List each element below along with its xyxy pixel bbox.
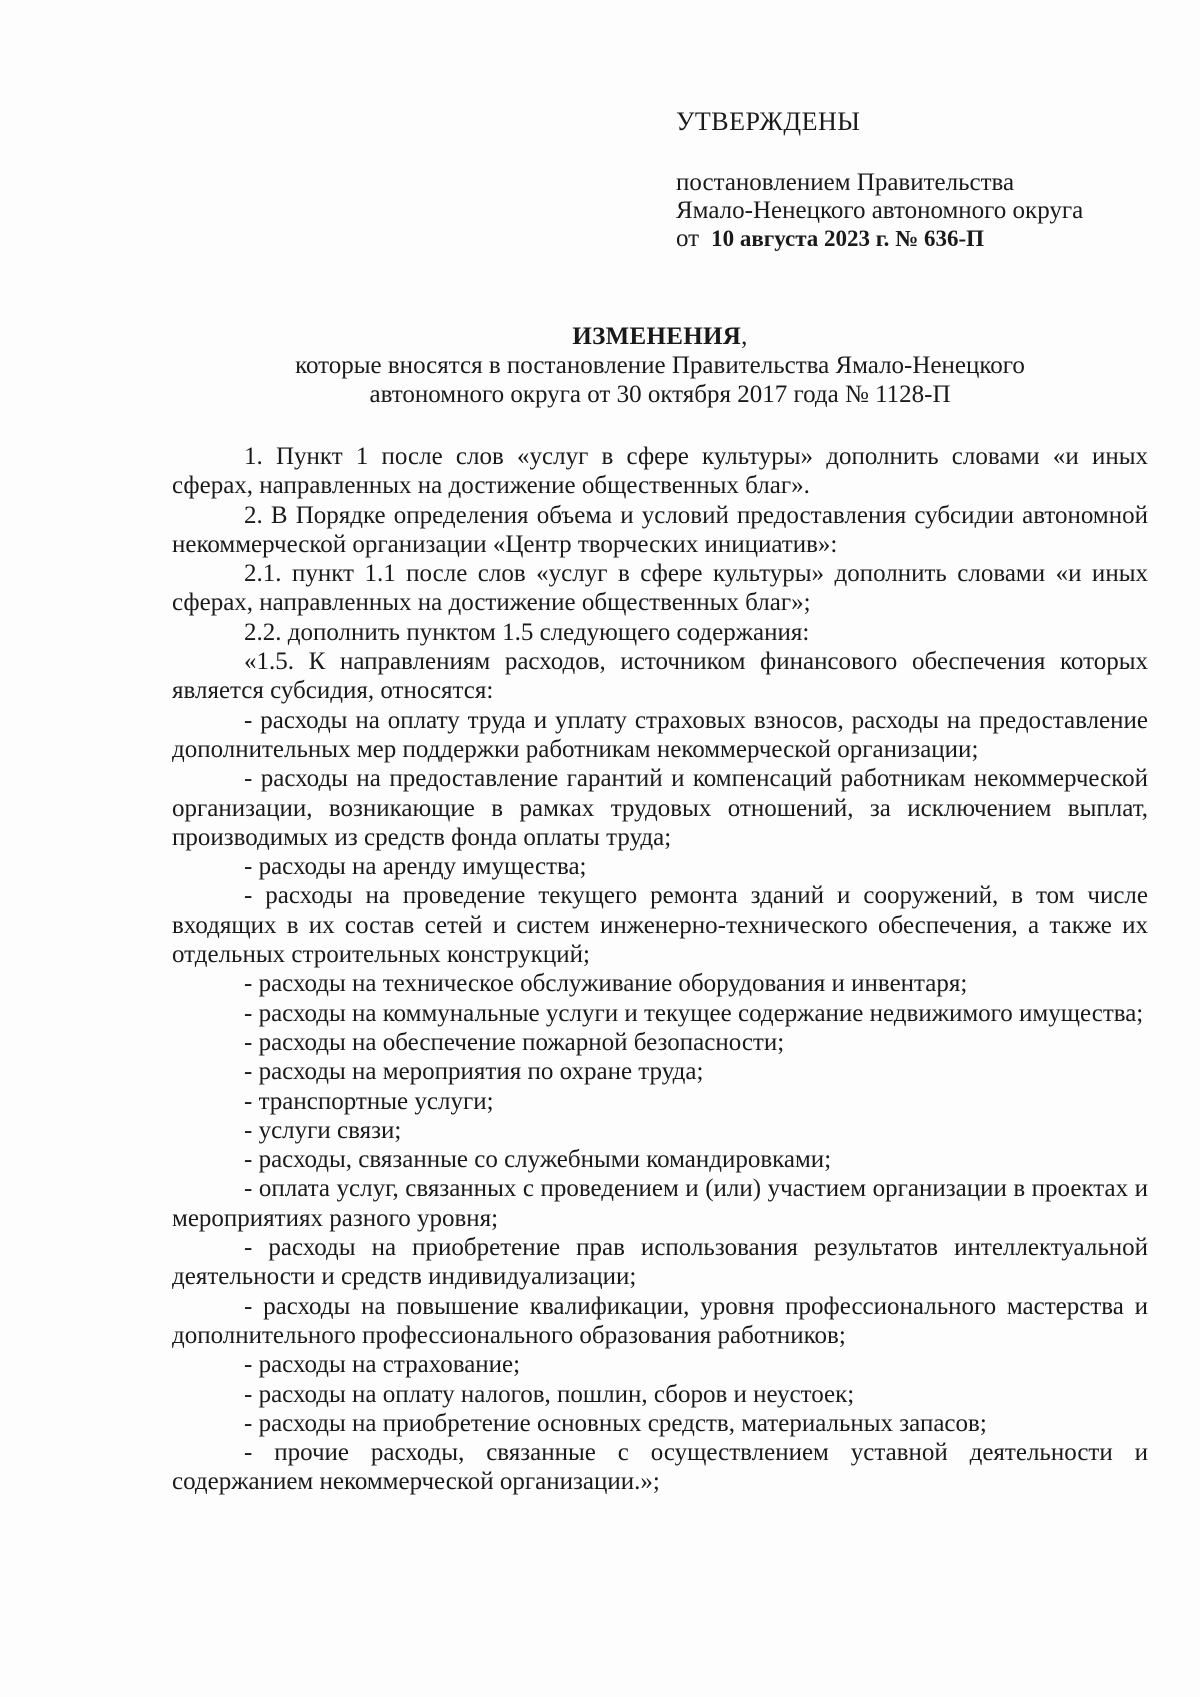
list-item: - расходы на техническое обслуживание оборудования и инвентаря; [244, 970, 968, 998]
title-block [172, 322, 1148, 409]
document-body [172, 442, 1148, 1497]
list-item: - расходы, связанные со служебными командировками; [244, 1146, 832, 1174]
approval-date-prefix: от [676, 225, 700, 252]
list-item: - транспортные услуги; [244, 1087, 494, 1115]
list-item: - прочие расходы, связанные с осуществлением уставной деятельности и содержанием некоммерческой организации.»; [172, 1439, 1148, 1496]
list-item: - расходы на обеспечение пожарной безопасности; [244, 1028, 785, 1056]
document-title-text: ИЗМЕНЕНИЯ [572, 323, 742, 350]
list-item: - расходы на приобретение основных средств, материальных запасов; [244, 1409, 987, 1437]
paragraph: «1.5. К направлениям расходов, источником финансового обеспечения которых является субсидия, относятся: [172, 648, 1148, 705]
list-item: - расходы на оплату налогов, пошлин, сборов и неустоек; [244, 1380, 855, 1408]
approval-stamp: УТВЕРЖДЕНЫ [676, 107, 861, 136]
document-subtitle-line-2: автономного округа от 30 октября 2017 года № 1128-П [369, 381, 951, 408]
document-subtitle-line-1: которые вносятся в постановление Правительства Ямало-Ненецкого [295, 352, 1025, 379]
list-item: - расходы на аренду имущества; [244, 853, 587, 881]
approval-line-1: постановлением Правительства [676, 169, 1015, 196]
approval-line-2: Ямало-Ненецкого автономного округа [676, 197, 1084, 224]
paragraph: 2.2. дополнить пунктом 1.5 следующего содержания: [244, 618, 810, 646]
list-item: - расходы на оплату труда и уплату страховых взносов, расходы на предоставление дополнительных мер поддержки работникам некоммерческой организации; [172, 706, 1148, 763]
document-title-suffix: , [741, 323, 748, 350]
list-item: - расходы на мероприятия по охране труда; [244, 1058, 704, 1086]
list-item: - расходы на повышение квалификации, уровня профессионального мастерства и дополнительного профессионального образования работников; [172, 1292, 1148, 1349]
paragraph: 1. Пункт 1 после слов «услуг в сфере культуры» дополнить словами «и иных сферах, направленных на достижение общественных благ». [172, 443, 1148, 500]
list-item: - расходы на коммунальные услуги и текущее содержание недвижимого имущества; [244, 999, 1144, 1027]
paragraph: 2.1. пункт 1.1 после слов «услуг в сфере культуры» дополнить словами «и иных сферах, направленных на достижение общественных благ»; [172, 560, 1148, 617]
approval-date-line [676, 225, 1156, 253]
document-title [172, 322, 1148, 351]
approval-block [676, 108, 1156, 253]
list-item: - расходы на страхование; [244, 1351, 521, 1379]
approval-date-value: 10 августа 2023 г. № 636-П [711, 226, 985, 251]
list-item: - расходы на приобретение прав использования результатов интеллектуальной деятельности и средств индивидуализации; [172, 1234, 1148, 1291]
list-item: - расходы на проведение текущего ремонта зданий и сооружений, в том числе входящих в их состав сетей и систем инженерно-технического обеспечения, а также их отдельных строительных конструкций; [172, 882, 1148, 969]
list-item: - оплата услуг, связанных с проведением и (или) участием организации в проектах и мероприятиях разного уровня; [172, 1175, 1148, 1232]
paragraph: 2. В Порядке определения объема и условий предоставления субсидии автономной некоммерческой организации «Центр творческих инициатив»: [172, 501, 1148, 558]
list-item: - услуги связи; [244, 1116, 402, 1144]
list-item: - расходы на предоставление гарантий и компенсаций работникам некоммерческой организации, возникающие в рамках трудовых отношений, за исключением выплат, производимых из средств фонда оплаты труда; [172, 765, 1148, 851]
